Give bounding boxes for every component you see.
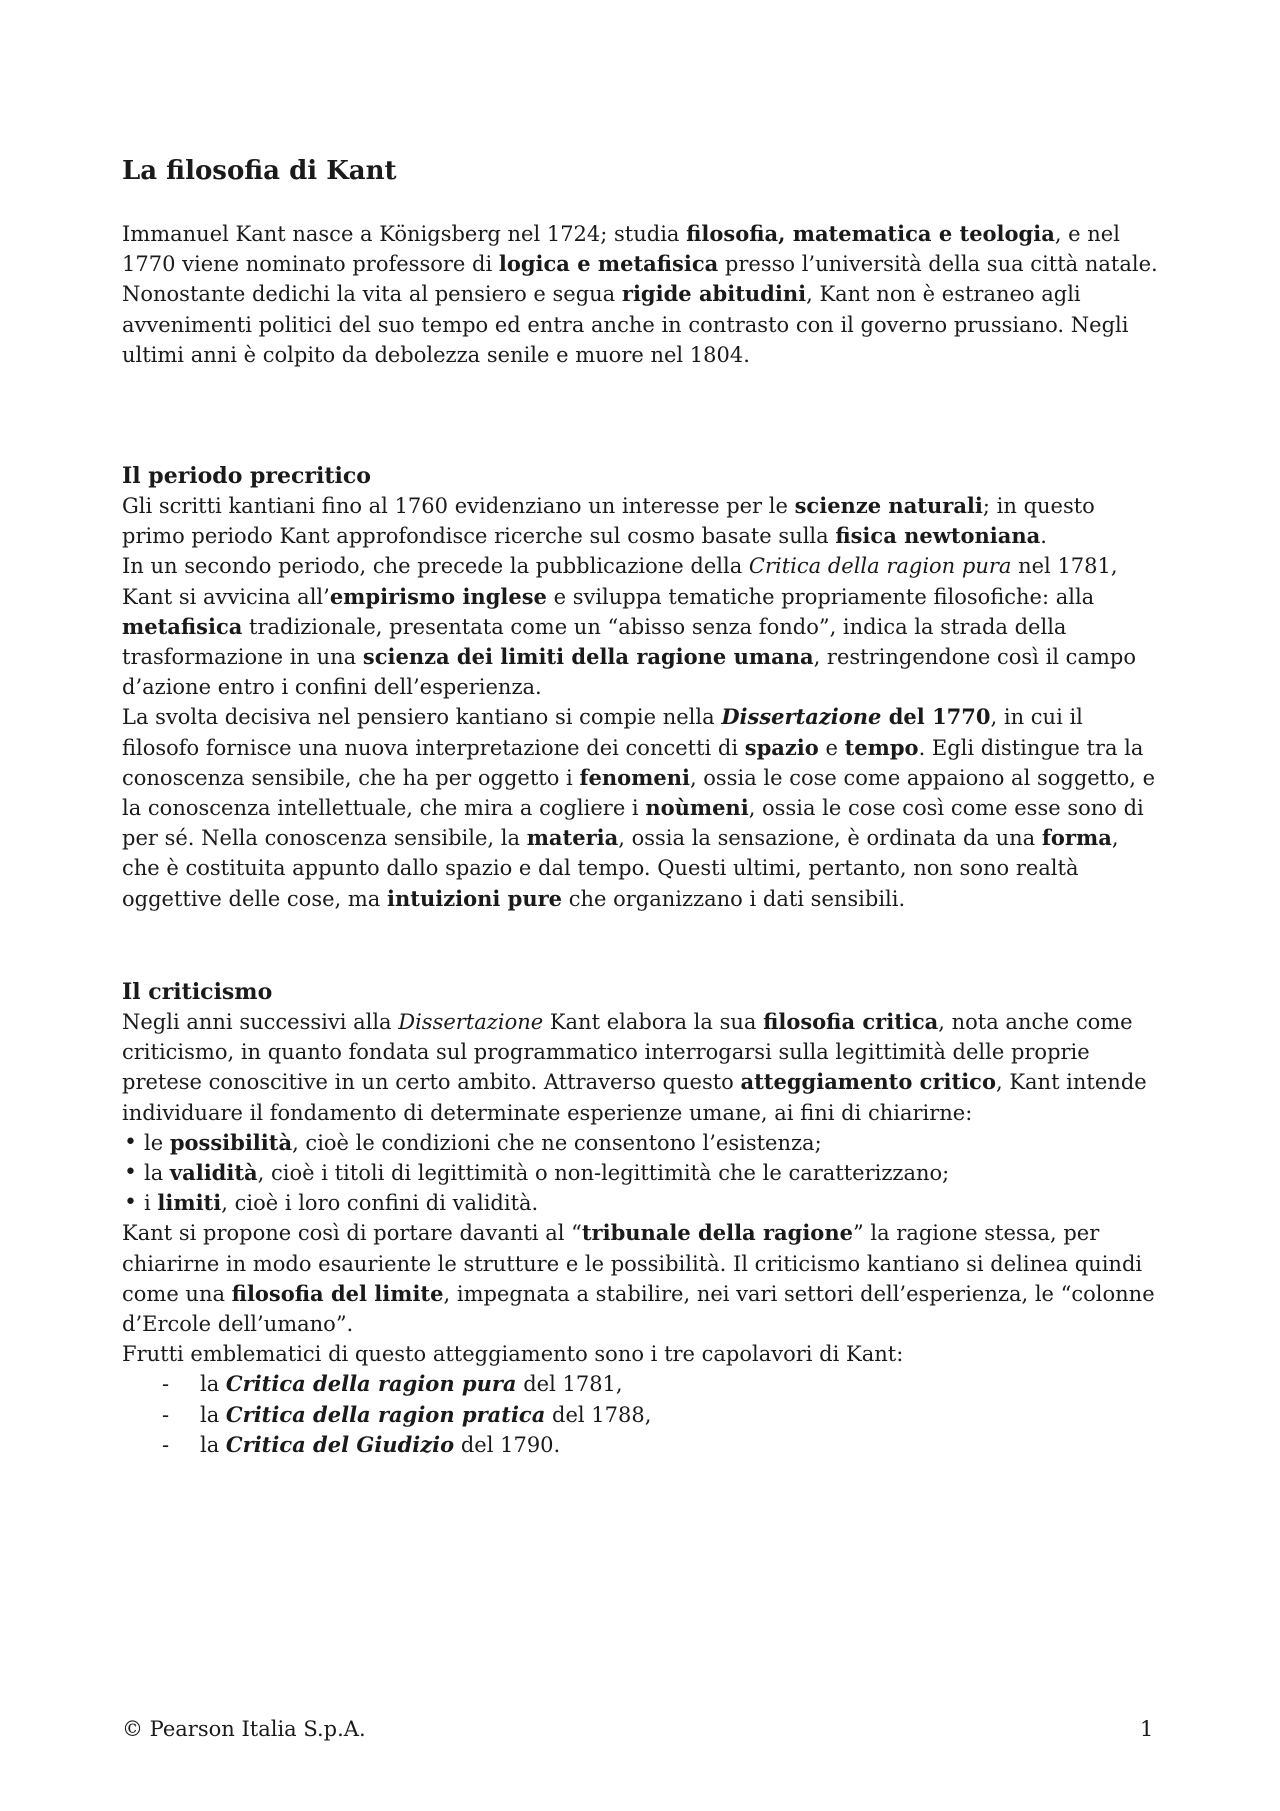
emphasis-text: logica e metafisica	[498, 251, 719, 277]
body-text: , cioè i loro confini di validità.	[221, 1191, 539, 1216]
emphasis-text: tempo	[844, 734, 919, 760]
body-text: , restringendone così il campo d’azione entro i confini dell’esperienza.	[122, 645, 1136, 700]
body-text: i	[144, 1191, 158, 1216]
body-text: le	[144, 1130, 170, 1155]
section-heading-precritico: Il periodo precritico	[122, 463, 371, 489]
precritico-paragraph-2	[122, 551, 1162, 702]
emphasis-text: possibilità	[169, 1129, 293, 1155]
body-text: la	[144, 1161, 170, 1186]
body-text: , cioè le condizioni che ne consentono l’esistenza;	[292, 1130, 822, 1155]
body-text: presso l’università della sua città natale.	[718, 252, 1158, 277]
emphasis-text: scienza dei limiti della ragione umana	[362, 644, 814, 670]
precritico-paragraph-1	[122, 491, 1162, 551]
criticismo-paragraph-3	[122, 1339, 1162, 1369]
emphasis-text: filosofia del limite	[231, 1280, 444, 1306]
emphasis-text: metafisica	[122, 613, 243, 639]
body-text: nel 1781, Kant si avvicina all’	[122, 554, 1118, 609]
section-heading-criticismo: Il criticismo	[122, 979, 273, 1005]
body-text: e sviluppa tematiche propriamente filosofiche: alla	[546, 584, 1095, 609]
body-text: . Egli distingue tra la conoscenza sensibile, che ha per oggetto i	[122, 735, 1144, 790]
works-list-item	[122, 1369, 1162, 1399]
body-text: Gli scritti kantiani fino al 1760 evidenziano un interesse per le	[122, 494, 795, 518]
emphasis-text: Critica della ragion pratica	[225, 1401, 546, 1427]
emphasis-text: materia	[526, 825, 619, 851]
body-text: , ossia le cose come appaiono al soggetto, e la conoscenza intellettuale, che mira a cogliere i	[122, 765, 1155, 821]
body-text: la	[200, 1402, 226, 1427]
emphasis-text: rigide abitudini	[621, 281, 807, 307]
emphasis-text: filosofia, matematica e teologia	[686, 221, 1055, 246]
emphasis-text: fisica newtoniana	[835, 523, 1041, 549]
intro-paragraph-1	[122, 219, 1162, 279]
emphasis-text: del 1770	[881, 704, 991, 730]
emphasis-text: Dissertazione	[721, 704, 882, 730]
body-text: ; in questo primo periodo Kant approfondisce ricerche sul cosmo basate sulla	[122, 494, 1095, 549]
body-text: .	[1040, 524, 1047, 549]
emphasis-text: atteggiamento critico	[740, 1069, 996, 1095]
emphasis-text: intuizioni pure	[387, 885, 563, 911]
body-text: , cioè i titoli di legittimità o non-legittimità che le caratterizzano;	[257, 1161, 950, 1186]
emphasis-text: spazio	[744, 734, 819, 760]
emphasis-text: noùmeni	[645, 795, 749, 821]
works-list-item	[122, 1430, 1162, 1460]
body-text: del 1781,	[516, 1372, 623, 1397]
emphasis-text: fenomeni	[579, 764, 690, 790]
bullet-list-item	[122, 1128, 1162, 1158]
body-text: , ossia le cose così come esse sono di per sé. Nella conoscenza sensibile, la	[122, 796, 1144, 851]
emphasis-text: scienze naturali	[794, 493, 983, 518]
emphasis-text: Critica del Giudizio	[225, 1431, 455, 1457]
intro-paragraph-2	[122, 279, 1162, 370]
body-text: ” la ragione stessa, per chiarirne in modo esauriente le strutture e le possibilità. Il criticismo kantiano si delinea quindi come una	[122, 1221, 1143, 1306]
body-text: La svolta decisiva nel pensiero kantiano si compie nella	[122, 705, 722, 730]
emphasis-text: limiti	[157, 1190, 222, 1216]
body-text: , e nel 1770 viene nominato professore di	[122, 222, 1120, 277]
body-text: tradizionale, presentata come un “abisso senza fondo”, indica la strada della trasformazione in una	[122, 614, 1067, 670]
works-list	[122, 1369, 1162, 1460]
body-text: , Kant non è estraneo agli avvenimenti politici del suo tempo ed entra anche in contrasto con il governo prussiano. Negli ultimi anni è colpito da debolezza senile e muore nel 1804.	[122, 282, 1129, 367]
body-text: Kant elabora la sua	[543, 1010, 764, 1034]
body-text: e	[818, 735, 845, 760]
body-text: del 1790.	[454, 1432, 561, 1457]
body-text: , ossia la sensazione, è ordinata da una	[618, 826, 1042, 851]
body-text: Frutti emblematici di questo atteggiamento sono i tre capolavori di Kant:	[122, 1342, 904, 1367]
body-text: Immanuel Kant nasce a Königsberg nel 1724; studia	[122, 222, 687, 246]
body-text: , che è costituita appunto dallo spazio e dal tempo. Questi ultimi, pertanto, non sono realtà oggettive delle cose, ma	[122, 826, 1119, 911]
criticismo-paragraph-2	[122, 1218, 1162, 1339]
emphasis-text: tribunale della ragione	[581, 1220, 853, 1246]
bullet-list-item	[122, 1158, 1162, 1188]
criticismo-bullet-list	[122, 1128, 1162, 1219]
body-text: , nota anche come criticismo, in quanto fondata sul programmatico interrogarsi sulla legittimità delle proprie pretese conoscitive in un certo ambito. Attraverso questo	[122, 1010, 1133, 1095]
footer-copyright: © Pearson Italia S.p.A.	[122, 1717, 366, 1741]
emphasis-text: forma	[1041, 825, 1112, 851]
criticismo-section	[122, 977, 1162, 1460]
precritico-section	[122, 461, 1162, 914]
works-list-item	[122, 1400, 1162, 1430]
body-text: del 1788,	[545, 1402, 652, 1427]
criticismo-paragraph-1	[122, 1007, 1162, 1128]
body-text: Kant si propone così di portare davanti al “	[122, 1221, 582, 1246]
emphasis-text: Dissertazione	[398, 1010, 544, 1034]
footer-page-number: 1	[1140, 1717, 1154, 1741]
body-text: , in cui il filosofo fornisce una nuova interpretazione dei concetti di	[122, 705, 1083, 760]
body-text: Nonostante dedichi la vita al pensiero e segua	[122, 282, 622, 307]
body-text: In un secondo periodo, che precede la pubblicazione della	[122, 554, 749, 579]
body-text: la	[200, 1372, 226, 1397]
intro-section	[122, 219, 1162, 370]
precritico-paragraph-3	[122, 702, 1162, 913]
emphasis-text: empirismo inglese	[329, 583, 547, 609]
emphasis-text: Critica della ragion pura	[748, 554, 1012, 579]
emphasis-text: Critica della ragion pura	[225, 1371, 517, 1397]
body-text: Negli anni successivi alla	[122, 1010, 399, 1034]
emphasis-text: validità	[169, 1160, 258, 1186]
emphasis-text: filosofia critica	[763, 1009, 939, 1034]
body-text: , Kant intende individuare il fondamento di determinate esperienze umane, ai fini di chiarirne:	[122, 1070, 1147, 1125]
body-text: che organizzano i dati sensibili.	[562, 886, 906, 911]
body-text: la	[200, 1432, 226, 1457]
body-text: , impegnata a stabilire, nei vari settori dell’esperienza, le “colonne d’Ercole dell’umano”.	[122, 1281, 1155, 1337]
bullet-list-item	[122, 1188, 1162, 1218]
page-title: La filosofia di Kant	[122, 156, 397, 186]
